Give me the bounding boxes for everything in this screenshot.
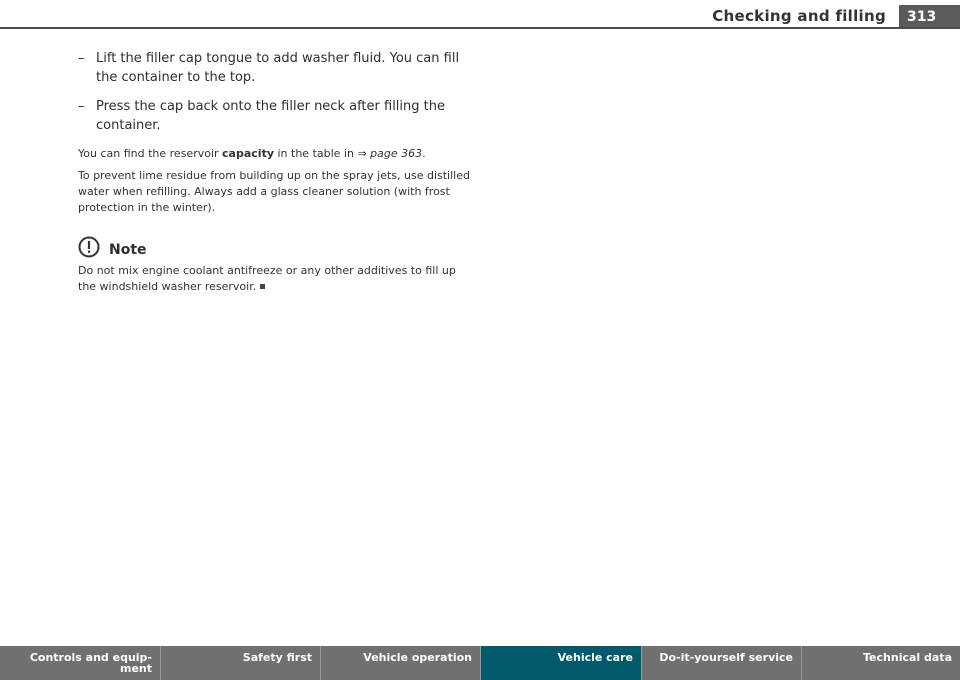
tab-label: Controls and equip- ment [29,651,152,675]
step-text: Press the cap back onto the filler neck after filling the container. [96,99,445,133]
note-text: Do not mix engine coolant antifreeze or any other additives to fill up the windshield washer reservoir. [78,264,456,293]
instruction-step [78,50,473,87]
tab-label: Technical data [863,651,952,664]
tab-label: Vehicle operation [363,651,472,664]
note-heading [78,236,473,258]
tab-controls-and-equipment[interactable] [0,646,161,680]
capacity-prefix: You can find the reservoir [78,147,223,160]
step-text: Lift the filler cap tongue to add washer fluid. You can fill the container to the top. [96,51,460,85]
end-of-section-mark [260,284,265,289]
tab-technical-data[interactable] [802,646,960,680]
section-title: Checking and filling [712,7,886,25]
main-content [78,50,473,300]
capacity-paragraph [78,146,473,162]
capacity-middle: in the table in [274,147,358,160]
step-marker: – [78,51,85,66]
tab-vehicle-operation[interactable] [321,646,481,680]
note-title: Note [109,241,147,258]
header-rule [0,27,960,29]
instruction-step [78,98,473,135]
tab-vehicle-care[interactable] [481,646,642,680]
warning-circle-icon [78,236,100,258]
tab-do-it-yourself-service[interactable] [642,646,802,680]
chapter-navigation [0,646,960,680]
step-marker: – [78,99,85,114]
tab-safety-first[interactable] [161,646,321,680]
capacity-suffix: . [422,147,426,160]
note-text-paragraph [78,263,473,295]
tab-label: Safety first [242,651,312,664]
tab-label: Do-it-yourself service [659,651,793,664]
capacity-keyword: capacity [222,147,274,160]
page-reference-link[interactable]: ⇒ page 363 [357,147,423,160]
page-header [0,0,960,30]
tab-label: Vehicle care [557,651,633,664]
lime-paragraph: To prevent lime residue from building up on the spray jets, use distilled water when refilling. Always add a glass cleaner solution (with frost protection in the winter). [78,169,470,214]
page-number: 313 [899,5,960,29]
